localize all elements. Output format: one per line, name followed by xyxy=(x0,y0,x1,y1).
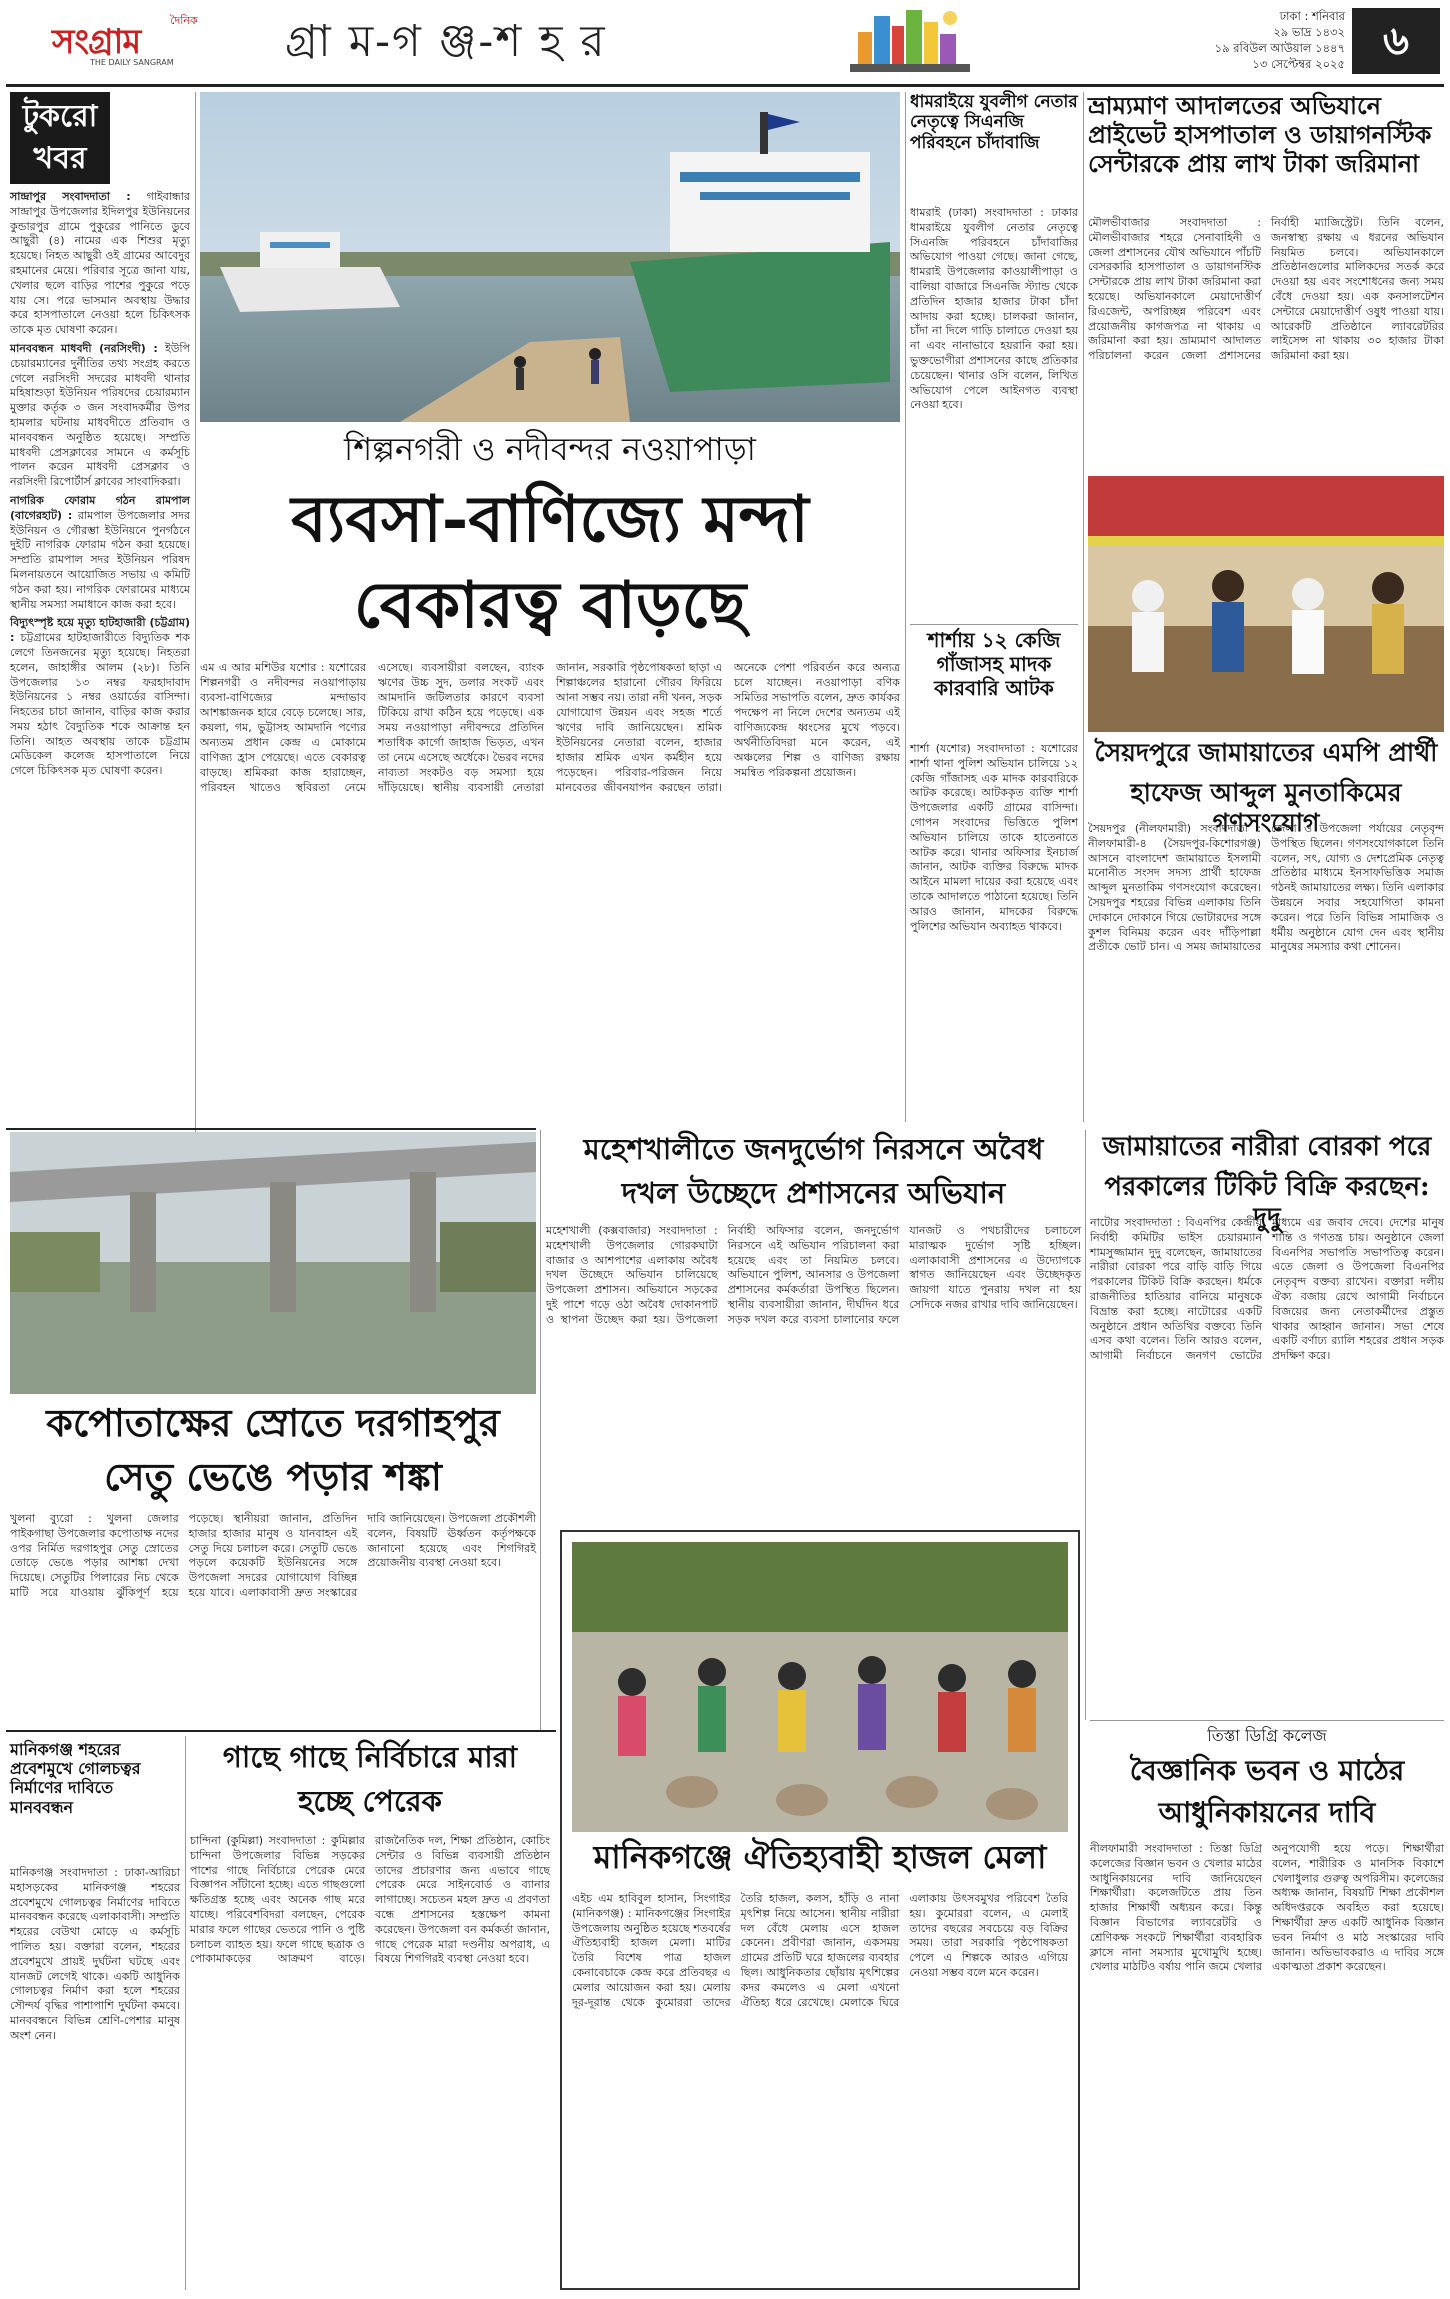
saidpur-photo xyxy=(1088,476,1444,732)
chandina-body: চান্দিনা (কুমিল্লা) সংবাদদাতা : কুমিল্লার চান্দিনা উপজেলার বিভিন্ন সড়কের পাশের গাছে নির্বিচারে পেরেক মেরে বিজ্ঞাপন সাঁটানো হচ্ছে। এতে গাছগুলো ক্ষতিগ্রস্ত হচ্ছে এবং অনেক গাছ মরে যাচ্ছে। পরিবেশবিদরা বলছেন, পেরেক মারার ফলে গাছের ভেতরে পানি ও পুষ্টি চলাচল ব্যাহত হয়। ফলে গাছে ছত্রাক ও পোকামাকড়ের আক্রমণ বাড়ে। রাজনৈতিক দল, শিক্ষা প্রতিষ্ঠান, কোচিং সেন্টার ও বিভিন্ন ব্যবসায়ী প্রতিষ্ঠান তাদের প্রচারণার জন্য এভাবে গাছে পেরেক মেরে সাইনবোর্ড ও ব্যানার লাগাচ্ছে। সচেতন মহল দ্রুত এ প্রবণতা বন্ধে প্রশাসনের হস্তক্ষেপ কামনা করেছেন। উপজেলা বন কর্মকর্তা জানান, গাছে পেরেক মারা দণ্ডনীয় অপরাধ, এ বিষয়ে শিগগিরই ব্যবস্থা নেওয়া হবে। xyxy=(190,1834,550,1966)
hajol-photo xyxy=(572,1542,1068,1832)
moulvibazar-headline: ভ্রাম্যমাণ আদালতের অভিযানে প্রাইভেট হাসপাতাল ও ডায়াগনস্টিক সেন্টারকে প্রায় লাখ টাকা জরিমানা xyxy=(1088,91,1432,178)
column-divider xyxy=(185,1736,186,2290)
bridge-photo xyxy=(10,1132,536,1394)
date-line-1: ঢাকা : শনিবার xyxy=(1279,9,1345,23)
saidpur-body: সৈয়দপুর (নীলফামারী) সংবাদদাতা : নীলফামারী-৪ (সৈয়দপুর-কিশোরগঞ্জ) আসনে বাংলাদেশ জামায়াতে ইসলামী মনোনীত সংসদ সদস্য প্রার্থী হাফেজ আব্দুল মুনতাকিম গণসংযোগ করেছেন। সৈয়দপুর শহরের বিভিন্ন এলাকায় তিনি দোকানে দোকানে গিয়ে ভোটারদের সঙ্গে কুশল বিনিময় করেন এবং দাঁড়িপাল্লা প্রতীকে ভোট চান। এ সময় জামায়াতের জেলা ও উপজেলা পর্যায়ের নেতৃবৃন্দ উপস্থিত ছিলেন। গণসংযোগকালে তিনি বলেন, সৎ, যোগ্য ও দেশপ্রেমিক নেতৃত্ব প্রতিষ্ঠার মাধ্যমে ইনসাফভিত্তিক সমাজ গঠনই জামায়াতের লক্ষ্য। তিনি এলাকার উন্নয়নে সবার সহযোগিতা কামনা করেন। পরে তিনি বিভিন্ন সামাজিক ও ধর্মীয় অনুষ্ঠানে যোগ দেন এবং স্থানীয় মানুষের সমস্যার কথা শোনেন। xyxy=(1088,822,1444,954)
tukro-label xyxy=(10,92,110,184)
date-line-4: ১৩ সেপ্টেম্বর ২০২৫ xyxy=(1252,57,1345,71)
manikganj-gate-body: মানিকগঞ্জ সংবাদদাতা : ঢাকা-আরিচা মহাসড়কের মানিকগঞ্জ শহরের প্রবেশমুখে গোলচত্বর নির্মাণের দাবিতে মানববন্ধন করেছে এলাকাবাসী। সম্প্রতি শহরের বেউথা মোড়ে এ কর্মসূচি পালিত হয়। বক্তারা বলেন, শহরের প্রবেশমুখে প্রায়ই দুর্ঘটনা ঘটছে এবং যানজট লেগেই থাকে। একটি আধুনিক গোলচত্বর নির্মাণ করা হলে শহরের সৌন্দর্য বৃদ্ধির পাশাপাশি দুর্ঘটনা কমবে। মানববন্ধনে বিভিন্ন শ্রেণি-পেশার মানুষ অংশ নেন। xyxy=(10,1866,180,2042)
chandina-headline-line-1: গাছে গাছে নির্বিচারে মারা xyxy=(222,1740,518,1774)
moheshkhali-body: মহেশখালী (কক্সবাজার) সংবাদদাতা : মহেশখালী উপজেলার গোরকঘাটা বাজার ও আশপাশের এলাকায় অবৈধ দখল উচ্ছেদে অভিযান চালিয়েছে উপজেলা প্রশাসন। অভিযানে সড়কের দুই পাশে গড়ে ওঠা অবৈধ দোকানপাট ও স্থাপনা উচ্ছেদ করা হয়। উপজেলা নির্বাহী অফিসার বলেন, জনদুর্ভোগ নিরসনে এই অভিযান পরিচালনা করা হয়েছে এবং তা নিয়মিত চলবে। অভিযানে পুলিশ, আনসার ও উপজেলা প্রশাসনের কর্মকর্তারা উপস্থিত ছিলেন। স্থানীয় ব্যবসায়ীরা জানান, দীর্ঘদিন ধরে সড়ক দখল করে ব্যবসা চালানোর ফলে যানজট ও পথচারীদের চলাচলে মারাত্মক দুর্ভোগ সৃষ্টি হচ্ছিল। এলাকাবাসী প্রশাসনের এ উদ্যোগকে স্বাগত জানিয়েছেন এবং উচ্ছেদকৃত জায়গা যাতে পুনরায় দখল না হয় সেদিকে নজর রাখার দাবি জানিয়েছেন। xyxy=(546,1224,1081,1326)
tista-headline-line-2: আধুনিকায়নের দাবি xyxy=(1158,1796,1376,1829)
bridge-body: খুলনা ব্যুরো : খুলনা জেলার পাইকগাছা উপজেলার কপোতাক্ষ নদের ওপর নির্মিত দরগাহপুর সেতু স্রোতের তোড়ে ভেঙে পড়ার আশঙ্কা দেখা দিয়েছে। সেতুটির পিলারের নিচ থেকে মাটি সরে যাওয়ায় ঝুঁকিপূর্ণ হয়ে পড়েছে। স্থানীয়রা জানান, প্রতিদিন হাজার হাজার মানুষ ও যানবাহন এই সেতু দিয়ে চলাচল করে। সেতুটি ভেঙে পড়লে কয়েকটি ইউনিয়নের সঙ্গে উপজেলা সদরের যোগাযোগ বিচ্ছিন্ন হয়ে যাবে। এলাকাবাসী দ্রুত সংস্কারের দাবি জানিয়েছেন। উপজেলা প্রকৌশলী বলেন, বিষয়টি ঊর্ধ্বতন কর্তৃপক্ষকে জানানো হয়েছে এবং শিগগিরই প্রয়োজনীয় ব্যবস্থা নেওয়া হবে। xyxy=(10,1512,536,1599)
section-divider xyxy=(6,1128,536,1130)
masthead-rule xyxy=(6,84,1444,87)
jamaat-women-body: নাটোর সংবাদদাতা : বিএনপির কেন্দ্রীয় নির্বাহী কমিটির ভাইস চেয়ারম্যান শামসুজ্জামান দুদু বলেছেন, জামায়াতের নারীরা বোরকা পরে বাড়ি বাড়ি গিয়ে পরকালের টিকিট বিক্রি করছেন। ধর্মকে রাজনীতির হাতিয়ার বানিয়ে মানুষকে বিভ্রান্ত করা হচ্ছে। নাটোরের একটি অনুষ্ঠানে প্রধান অতিথির বক্তব্যে তিনি এসব কথা বলেন। তিনি আরও বলেন, আগামী নির্বাচনে জনগণ ভোটের মাধ্যমে এর জবাব দেবে। দেশের মানুষ শান্তি ও গণতন্ত্র চায়। অনুষ্ঠানে জেলা বিএনপির সভাপতি সভাপতিত্ব করেন। এতে জেলা ও উপজেলা বিএনপির নেতৃবৃন্দ বক্তব্য রাখেন। বক্তারা দলীয় ঐক্য বজায় রেখে আগামী নির্বাচনে বিজয়ের জন্য নেতাকর্মীদের প্রস্তুত থাকার আহ্বান জানান। সভা শেষে একটি বর্ণাঢ্য র‍্যালি শহরের প্রধান সড়ক প্রদক্ষিণ করে। xyxy=(1090,1216,1444,1363)
date-line-2: ২৯ ভাদ্র ১৪৩২ xyxy=(1273,25,1345,39)
bridge-headline-line-2: সেতু ভেঙে পড়ার শঙ্কা xyxy=(104,1454,442,1499)
logo-text: সংগ্রাম xyxy=(52,22,141,62)
tukro-item: সান্দ্রাপুর সংবাদদাতা : গাইবান্ধার সান্দ্রাপুর উপজেলার ইদিলপুর ইউনিয়নের কুন্ডারপুর গ্রামে পুকুরের পানিতে ডুবে আছুরী (৪) নামের এক শিশুর মৃত্যু হয়েছে। নিহত আছুরী ওই গ্রামের আবেদুর রহমানের মেয়ে। পরিবার সূত্রে জানা যায়, খেলার ছলে বাড়ির পাশের পুকুরে পড়ে যায় সে। পরে ভাসমান অবস্থায় উদ্ধার করে হাসপাতালে নেওয়া হলে চিকিৎসক তাকে মৃত ঘোষণা করেন। xyxy=(10,190,191,337)
masthead xyxy=(0,0,1450,82)
tista-kicker: তিস্তা ডিগ্রি কলেজ xyxy=(1207,1726,1327,1745)
section-divider xyxy=(1090,1720,1444,1721)
manikganj-gate-headline: মানিকগঞ্জ শহরের প্রবেশমুখে গোলচত্বর নির্মাণের দাবিতে মানববন্ধন xyxy=(10,1740,141,1817)
newspaper-logo[interactable] xyxy=(52,10,212,70)
hajol-body: এইচ এম হাবিবুল হাসান, সিংগাইর (মানিকগঞ্জ) : মানিকগঞ্জের সিংগাইর উপজেলায় অনুষ্ঠিত হয়েছে শতবর্ষের ঐতিহ্যবাহী হাজল মেলা। মাটির তৈরি বিশেষ পাত্র হাজল কেনাবেচাকে কেন্দ্র করে প্রতিবছর এ মেলার আয়োজন করা হয়। মেলায় দূর-দূরান্ত থেকে কুমোররা তাদের তৈরি হাজল, কলস, হাঁড়ি ও নানা মৃৎশিল্প নিয়ে আসেন। স্থানীয় নারীরা দল বেঁধে মেলায় এসে হাজল কেনেন। প্রবীণরা জানান, একসময় গ্রামের প্রতিটি ঘরে হাজলের ব্যবহার ছিল। আধুনিকতার ছোঁয়ায় মৃৎশিল্পের কদর কমলেও এ মেলা এখনো ঐতিহ্য ধরে রেখেছে। মেলাকে ঘিরে এলাকায় উৎসবমুখর পরিবেশ তৈরি হয়। কুমোররা বলেন, এ মেলাই তাদের বছরের সবচেয়ে বড় বিক্রির সময়। তারা সরকারি পৃষ্ঠপোষকতা পেলে এ শিল্পকে আরও এগিয়ে নেওয়া সম্ভব বলে মনে করেন। xyxy=(572,1892,1068,2009)
column-divider xyxy=(1083,92,1084,1122)
tista-headline-line-1: বৈজ্ঞানিক ভবন ও মাঠের xyxy=(1129,1754,1405,1787)
column-divider xyxy=(540,1130,541,1730)
logo-small-text: দৈনিক xyxy=(170,14,198,27)
tukro-label-text: টুকরো খবর xyxy=(22,99,98,176)
sharsha-headline: শার্শায় ১২ কেজি গাঁজাসহ মাদক কারবারি আটক xyxy=(927,628,1061,700)
tukro-item: নাগরিক ফোরাম গঠন রামপাল (বাগেরহাট) : রামপাল উপজেলার সদর ইউনিয়ন ও গৌরম্ভা ইউনিয়নে পুনর্গঠনে দুইটি নাগরিক ফোরাম গঠন করা হয়েছে। সম্প্রতি রামপাল সদর ইউনিয়ন পরিষদ মিলনায়তনে আয়োজিত সভায় এ কমিটি গঠন করা হয়। নাগরিক ফোরামের মাধ্যমে স্থানীয় সমস্যা সমাধানে কাজ করা হবে। xyxy=(10,493,190,611)
tukro-item: বিদ্যুৎস্পৃষ্ট হয়ে মৃত্যু হাটহাজারী (চট্টগ্রাম) : চট্টগ্রামের হাটহাজারীতে বিদ্যুতিক শক লেগে তিনজনের মৃত্যু হয়েছে। নিহতরা হলেন, জাহাঙ্গীর আলম (২৮)। তিনি উপজেলার ১৩ নম্বর ফরহাদাবাদ ইউনিয়নের ১ নম্বর ওয়ার্ডের বাসিন্দা। নিহতের চাচা জানান, বাড়ির কাজ করার সময় হঠাৎ বৈদ্যুতিক শকে আক্রান্ত হন তিনি। আহত অবস্থায় তাকে চট্টগ্রাম মেডিকেল কলেজ হাসপাতালে নিয়ে গেলে চিকিৎসক মৃত ঘোষণা করেন। xyxy=(10,616,191,778)
moheshkhali-headline-line-1: মহেশখালীতে জনদুর্ভোগ নিরসনে অবৈধ xyxy=(583,1132,1044,1166)
moheshkhali-headline-line-2: দখল উচ্ছেদে প্রশাসনের অভিযান xyxy=(621,1176,1006,1210)
tukro-item: মানববন্ধন মাধবদী (নরসিংদী) : ইউপি চেয়ারম্যানের দুর্নীতির তথ্য সংগ্রহ করতে গেলে নরসিংদী সদরের মাধবদী থানার মহিষাশুড়া ইউনিয়ন পরিষদের চেয়ারম্যান মুক্তার কর্তৃক ৩ জন সংবাদকর্মীর উপর হামলার ঘটনায় মাধবদীতে প্রতিবাদ ও মানববন্ধন অনুষ্ঠিত হয়েছে। সম্প্রতি মাধবদী প্রেসক্লাবের সামনে এ কর্মসূচি পালন করেন মাধবদী প্রেসক্লাব ও নরসিংদী রিপোর্টার্স ক্লাবের সাংবাদিকরা। xyxy=(10,341,190,489)
main-headline-line-1: ব্যবসা-বাণিজ্যে মন্দা xyxy=(291,482,809,557)
section-divider xyxy=(6,1730,556,1732)
story-divider xyxy=(910,624,1078,625)
main-headline-line-2: বেকারত্ব বাড়ছে xyxy=(353,568,747,643)
bridge-headline-line-1: কপোতাক্ষের স্রোতে দরগাহপুর xyxy=(46,1400,500,1445)
main-kicker: শিল্পনগরী ও নদীবন্দর নওয়াপাড়া xyxy=(344,430,756,468)
ferry-photo xyxy=(200,92,900,422)
hajol-box xyxy=(560,1530,1080,2290)
dhamrai-body: ধামরাই (ঢাকা) সংবাদদাতা : ঢাকার ধামরাইয়ে যুবলীগ নেতার নেতৃত্বে সিএনজি পরিবহনে চাঁদাবাজির অভিযোগ পাওয়া গেছে। জানা গেছে, ধামরাই উপজেলার কাওয়ালীপাড়া ও বালিয়া বাজারে সিএনজি স্ট্যান্ড থেকে প্রতিদিন হাজার হাজার টাকা চাঁদা আদায় করা হচ্ছে। চালকরা জানান, চাঁদা না দিলে গাড়ি চালাতে দেওয়া হয় না এবং নানাভাবে হয়রানি করা হয়। ভুক্তভোগীরা প্রশাসনের কাছে প্রতিকার চেয়েছেন। থানার ওসি বলেন, লিখিত অভিযোগ পেলে আইনগত ব্যবস্থা নেওয়া হবে। xyxy=(910,206,1078,412)
saidpur-headline-line-1: সৈয়দপুরে জামায়াতের এমপি প্রার্থী xyxy=(1094,738,1438,767)
page-number: ৬ xyxy=(1352,8,1440,74)
date-line-3: ১৯ রবিউল আউয়াল ১৪৪৭ xyxy=(1214,41,1345,55)
main-story-body: এম এ আর মশিউর যশোর : যশোরের শিল্পনগরী ও নদীবন্দর নওয়াপাড়ায় ব্যবসা-বাণিজ্যের মন্দাভাব আশঙ্কাজনক হারে বেড়ে চলেছে। সার, কয়লা, গম, ভুট্টাসহ আমদানি পণ্যের অন্যতম প্রধান কেন্দ্র এ মোকামে বাণিজ্য হ্রাস পেয়েছে। এতে বেকারত্ব বাড়ছে। শ্রমিকরা কাজ হারাচ্ছেন, পরিবহন খাতেও স্থবিরতা নেমে এসেছে। ব্যবসায়ীরা বলছেন, ব্যাংক ঋণের উচ্চ সুদ, ডলার সংকট এবং আমদানি জটিলতার কারণে ব্যবসা টিকিয়ে রাখা কঠিন হয়ে পড়েছে। এক সময় নওয়াপাড়া নদীবন্দরে প্রতিদিন শতাধিক কার্গো জাহাজ ভিড়ত, এখন তা নেমে এসেছে অর্ধেকে। ভৈরব নদের নাব্যতা সংকটও বড় সমস্যা হয়ে দাঁড়িয়েছে। স্থানীয় ব্যবসায়ী নেতারা জানান, সরকারি পৃষ্ঠপোষকতা ছাড়া এ শিল্পাঞ্চলের হারানো গৌরব ফিরিয়ে আনা সম্ভব নয়। তারা নদী খনন, সড়ক যোগাযোগ উন্নয়ন এবং সহজ শর্তে ঋণের দাবি জানিয়েছেন। শ্রমিক ইউনিয়নের নেতারা বলেন, হাজার হাজার শ্রমিক এখন কর্মহীন হয়ে পড়েছেন। পরিবার-পরিজন নিয়ে মানবেতর জীবনযাপন করছেন তারা। অনেকে পেশা পরিবর্তন করে অন্যত্র চলে যাচ্ছেন। নওয়াপাড়া বণিক সমিতির সভাপতি বলেন, দ্রুত কার্যকর পদক্ষেপ না নিলে দেশের অন্যতম এই বাণিজ্যকেন্দ্র ধ্বংসের মুখে পড়বে। অর্থনীতিবিদরা মনে করেন, এই অঞ্চলের শিল্প ও বাণিজ্য রক্ষায় সমন্বিত পরিকল্পনা প্রয়োজন। xyxy=(200,661,900,794)
logo-subtitle: THE DAILY SANGRAM xyxy=(90,58,174,67)
saidpur-headline-line-2: হাফেজ আব্দুল মুনতাকিমের গণসংযোগ xyxy=(1130,778,1402,837)
moulvibazar-body: মৌলভীবাজার সংবাদদাতা : মৌলভীবাজার শহরে সেনাবাহিনী ও জেলা প্রশাসনের যৌথ অভিযানে পাঁচটি বেসরকারি হাসপাতাল ও ডায়াগনস্টিক সেন্টারকে প্রায় লাখ টাকা জরিমানা করা হয়েছে। অভিযানকালে মেয়াদোত্তীর্ণ রিএজেন্ট, অপরিচ্ছন্ন পরিবেশ এবং প্রয়োজনীয় কাগজপত্র না থাকায় এ জরিমানা করা হয়। ভ্রাম্যমাণ আদালত পরিচালনা করেন জেলা প্রশাসনের নির্বাহী ম্যাজিস্ট্রেট। তিনি বলেন, জনস্বাস্থ্য রক্ষায় এ ধরনের অভিযান নিয়মিত চলবে। অভিযানকালে প্রতিষ্ঠানগুলোর মালিকদের সতর্ক করে দেওয়া হয় এবং সংশোধনের জন্য সময় বেঁধে দেওয়া হয়। এক কনসালটেশন সেন্টারে মেয়াদোত্তীর্ণ ওষুধ পাওয়া যায়। আরেকটি প্রতিষ্ঠানে ল্যাবরেটরির লাইসেন্স না থাকায় ৩০ হাজার টাকা জরিমানা করা হয়। xyxy=(1088,216,1444,363)
column-divider xyxy=(905,92,906,1122)
hajol-headline: মানিকগঞ্জে ঐতিহ্যবাহী হাজল মেলা xyxy=(593,1838,1047,1876)
chandina-headline-line-2: হচ্ছে পেরেক xyxy=(298,1784,442,1818)
jamaat-women-headline-line-2: পরকালের টিকিট বিক্রি করছেন: দুদু xyxy=(1104,1172,1430,1234)
column-divider xyxy=(1085,1130,1086,1720)
city-illustration xyxy=(850,4,970,74)
sharsha-body: শার্শা (যশোর) সংবাদদাতা : যশোরের শার্শা থানা পুলিশ অভিযান চালিয়ে ১২ কেজি গাঁজাসহ এক মাদক কারবারিকে আটক করেছে। আটককৃত ব্যক্তি শার্শা উপজেলার একটি গ্রামের বাসিন্দা। গোপন সংবাদের ভিত্তিতে পুলিশ অভিযান চালিয়ে তাকে হাতেনাতে আটক করে। থানার অফিসার ইনচার্জ জানান, আটক ব্যক্তির বিরুদ্ধে মাদক আইনে মামলা দায়ের করা হয়েছে এবং তাকে আদালতে পাঠানো হয়েছে। তিনি আরও জানান, মাদকের বিরুদ্ধে পুলিশের অভিযান অব্যাহত থাকবে। xyxy=(910,742,1078,933)
dhamrai-headline: ধামরাইয়ে যুবলীগ নেতার নেতৃত্বে সিএনজি পরিবহনে চাঁদাবাজি xyxy=(910,92,1078,153)
date-block xyxy=(1195,8,1345,76)
tista-body: নীলফামারী সংবাদদাতা : তিস্তা ডিগ্রি কলেজের বিজ্ঞান ভবন ও খেলার মাঠের আধুনিকায়নের দাবি জানিয়েছেন শিক্ষার্থীরা। কলেজটিতে প্রায় তিন হাজার শিক্ষার্থী অধ্যয়ন করে। কিন্তু বিজ্ঞান বিভাগের ল্যাবরেটরি ও শ্রেণিকক্ষ সংকটে শিক্ষার্থীরা ব্যবহারিক ক্লাসে নানা সমস্যার মুখোমুখি হচ্ছে। খেলার মাঠটিও বর্ষায় পানি জমে খেলার অনুপযোগী হয়ে পড়ে। শিক্ষার্থীরা বলেন, শারীরিক ও মানসিক বিকাশে খেলাধুলার গুরুত্ব অপরিসীম। কলেজের অধ্যক্ষ জানান, বিষয়টি শিক্ষা প্রকৌশল অধিদপ্তরকে অবহিত করা হয়েছে। শিক্ষার্থীরা দ্রুত একটি আধুনিক বিজ্ঞান ভবন নির্মাণ ও মাঠ সংস্কারের দাবি জানান। অভিভাবকরাও এ দাবির সঙ্গে একাত্মতা প্রকাশ করেছেন। xyxy=(1090,1842,1444,1974)
jamaat-women-headline-line-1: জামায়াতের নারীরা বোরকা পরে xyxy=(1102,1132,1432,1162)
section-title: গ্রা ম-গ ঞ্জ-শ হ র xyxy=(285,16,607,67)
